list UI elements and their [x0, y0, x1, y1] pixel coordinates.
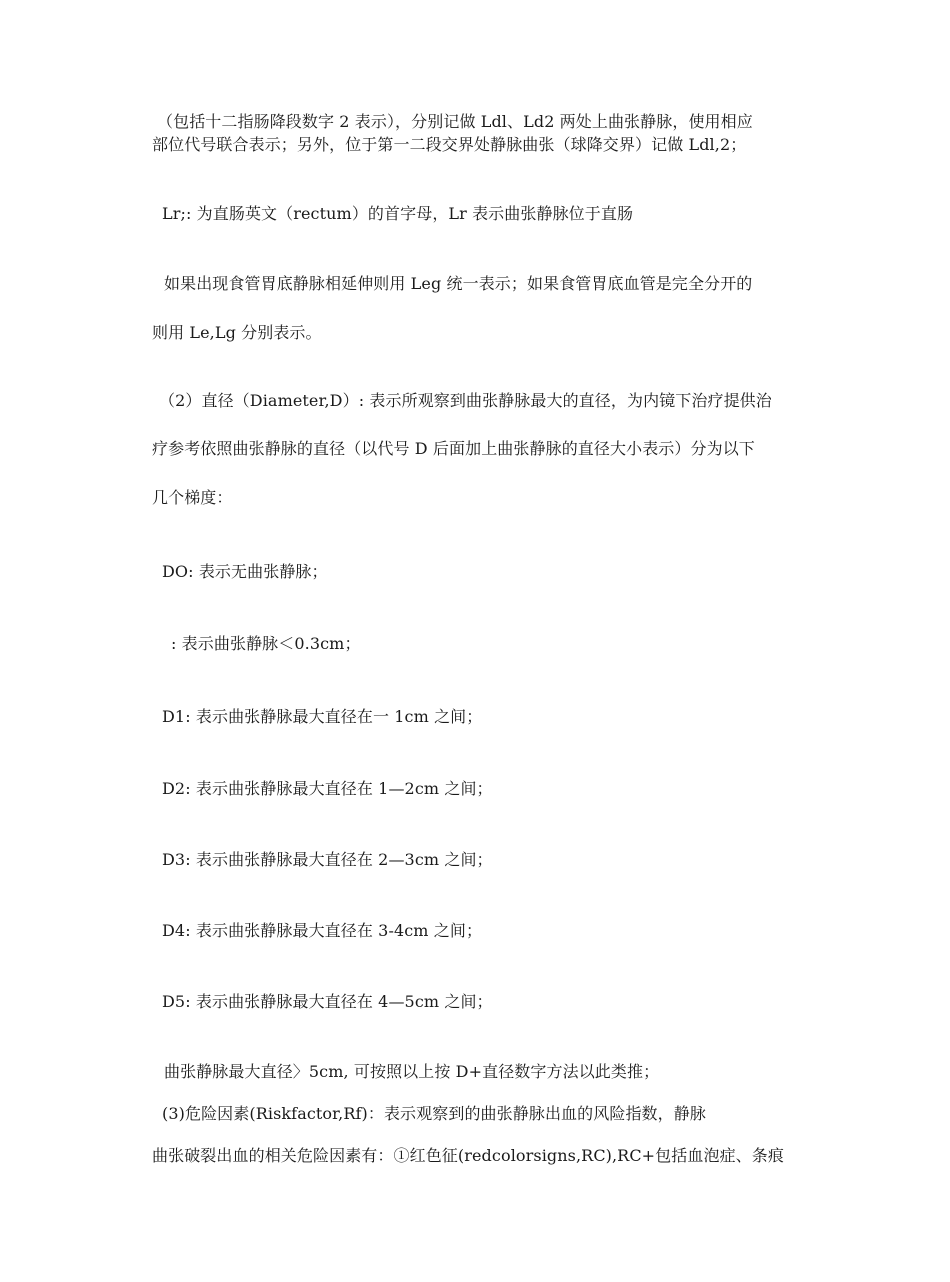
text-line-4: 如果出现食管胃底静脉相延伸则用 Leg 统一表示；如果食管胃底血管是完全分开的 — [164, 274, 753, 293]
text-line-9: DO: 表示无曲张静脉； — [162, 562, 328, 581]
text-line-13: D3: 表示曲张静脉最大直径在 2—3cm 之间； — [162, 850, 493, 869]
text-line-5: 则用 Le,Lg 分别表示。 — [152, 323, 322, 342]
text-line-2: 部位代号联合表示；另外，位于第一二段交界处静脉曲张（球降交界）记做 Ldl,2； — [152, 135, 747, 154]
text-line-10: : 表示曲张静脉＜0.3cm； — [171, 634, 361, 653]
text-line-6: （2）直径（Diameter,D）: 表示所观察到曲张静脉最大的直径，为内镜下治疗提供治 — [159, 391, 772, 410]
text-line-12: D2: 表示曲张静脉最大直径在 1—2cm 之间； — [162, 779, 493, 798]
text-line-7: 疗参考依照曲张静脉的直径（以代号 D 后面加上曲张静脉的直径大小表示）分为以下 — [152, 439, 755, 458]
text-line-15: D5: 表示曲张静脉最大直径在 4—5cm 之间； — [162, 992, 493, 1011]
text-line-16: 曲张静脉最大直径〉5cm, 可按照以上按 D+直径数字方法以此类推； — [164, 1062, 660, 1081]
text-line-1: （包括十二指肠降段数字 2 表示），分别记做 Ldl、Ld2 两处上曲张静脉，使用相应 — [157, 112, 753, 131]
text-line-18: 曲张破裂出血的相关危险因素有：①红色征(redcolorsigns,RC),RC+包括血泡症、条痕 — [152, 1146, 784, 1165]
text-line-17: (3)危险因素(Riskfactor,Rf)：表示观察到的曲张静脉出血的风险指数，静脉 — [162, 1104, 706, 1123]
text-line-14: D4: 表示曲张静脉最大直径在 3-4cm 之间； — [162, 921, 483, 940]
text-line-8: 几个梯度： — [152, 488, 233, 507]
text-line-3: Lr;: 为直肠英文（rectum）的首字母，Lr 表示曲张静脉位于直肠 — [162, 204, 634, 223]
text-line-11: D1: 表示曲张静脉最大直径在一 1cm 之间； — [162, 707, 483, 726]
